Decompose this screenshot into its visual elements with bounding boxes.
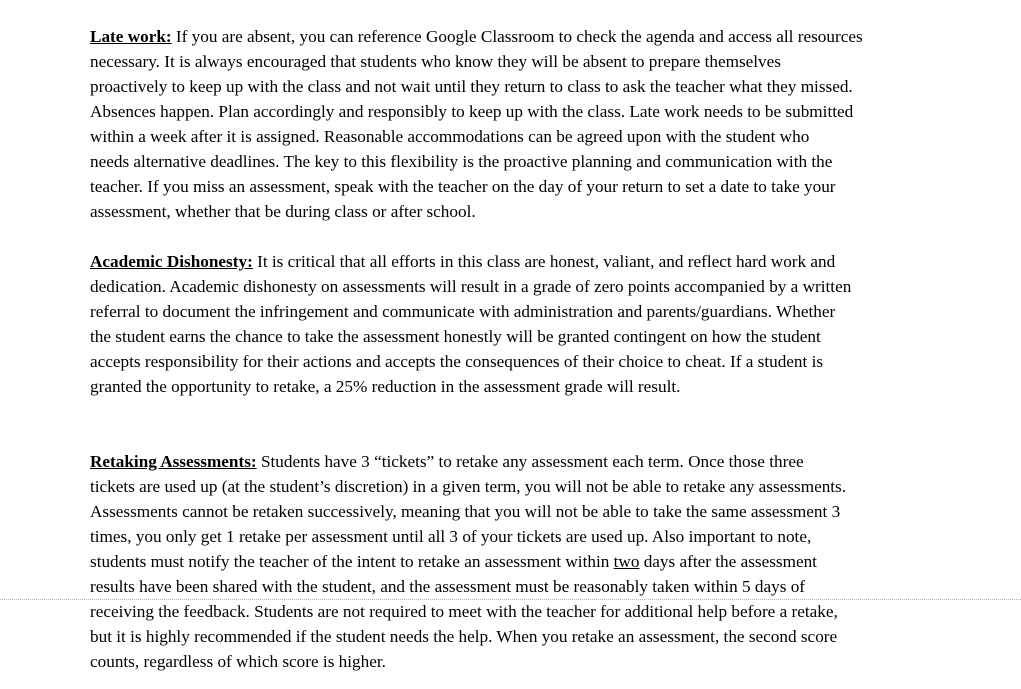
late-work-paragraph: [90, 24, 970, 224]
dishonesty-line-5: accepts responsibility for their actions and accepts the consequences of their choice to cheat. If a student is: [90, 352, 824, 371]
late-work-line-1: [90, 24, 970, 49]
retaking-line-3: Assessments cannot be retaken successively, meaning that you will not be able to take the same assessment 3: [90, 502, 841, 521]
late-work-line-3: proactively to keep up with the class and not wait until they return to class to ask the teacher what they missed.: [90, 77, 853, 96]
retaking-line-1: [90, 449, 970, 474]
academic-dishonesty-paragraph: [90, 249, 970, 399]
retaking-line-8: but it is highly recommended if the student needs the help. When you retake an assessment, the second score: [90, 627, 838, 646]
late-work-line-6: needs alternative deadlines. The key to this flexibility is the proactive planning and communication with the: [90, 152, 833, 171]
dishonesty-line-4: the student earns the chance to take the assessment honestly will be granted contingent on how the student: [90, 327, 821, 346]
retaking-line-4: times, you only get 1 retake per assessment until all 3 of your tickets are used up. Also important to note,: [90, 527, 812, 546]
retaking-line-9: counts, regardless of which score is higher.: [90, 652, 386, 671]
academic-dishonesty-heading: Academic Dishonesty:: [90, 252, 253, 271]
retaking-assessments-paragraph: [90, 449, 970, 674]
dishonesty-line-3: referral to document the infringement and communicate with administration and parents/guardians. Whether: [90, 302, 836, 321]
retaking-line-7: receiving the feedback. Students are not required to meet with the teacher for additional help before a retake,: [90, 602, 838, 621]
dishonesty-line-1: [90, 249, 970, 274]
late-work-line-7: teacher. If you miss an assessment, speak with the teacher on the day of your return to set a date to take your: [90, 177, 836, 196]
retaking-line-5-end: days after the assessment: [639, 552, 817, 571]
retaking-line-2: tickets are used up (at the student’s discretion) in a given term, you will not be able to retake any assessments.: [90, 477, 847, 496]
dishonesty-line-2: dedication. Academic dishonesty on assessments will result in a grade of zero points accompanied by a written: [90, 277, 852, 296]
retaking-assessments-heading: Retaking Assessments:: [90, 452, 257, 471]
dishonesty-text: It is critical that all efforts in this class are honest, valiant, and reflect hard work and: [252, 252, 836, 271]
late-work-line-2: necessary. It is always encouraged that students who know they will be absent to prepare themselves: [90, 52, 781, 71]
retaking-line-6: results have been shared with the student, and the assessment must be reasonably taken within 5 days of: [90, 577, 806, 596]
late-work-line-8: assessment, whether that be during class or after school.: [90, 202, 476, 221]
page-break-divider: [0, 599, 1021, 600]
late-work-line-5: within a week after it is assigned. Reasonable accommodations can be agreed upon with the student who: [90, 127, 810, 146]
retaking-line-5: [90, 549, 970, 574]
underlined-two: two: [613, 552, 640, 571]
late-work-heading: Late work:: [90, 27, 172, 46]
retaking-text: Students have 3 “tickets” to retake any assessment each term. Once those three: [256, 452, 804, 471]
retaking-line-5-start: students must notify the teacher of the intent to retake an assessment within: [90, 552, 614, 571]
late-work-line-4: Absences happen. Plan accordingly and responsibly to keep up with the class. Late work needs to be submitted: [90, 102, 854, 121]
dishonesty-line-6: granted the opportunity to retake, a 25% reduction in the assessment grade will result.: [90, 377, 681, 396]
late-work-text: If you are absent, you can reference Google Classroom to check the agenda and access all resources: [171, 27, 863, 46]
